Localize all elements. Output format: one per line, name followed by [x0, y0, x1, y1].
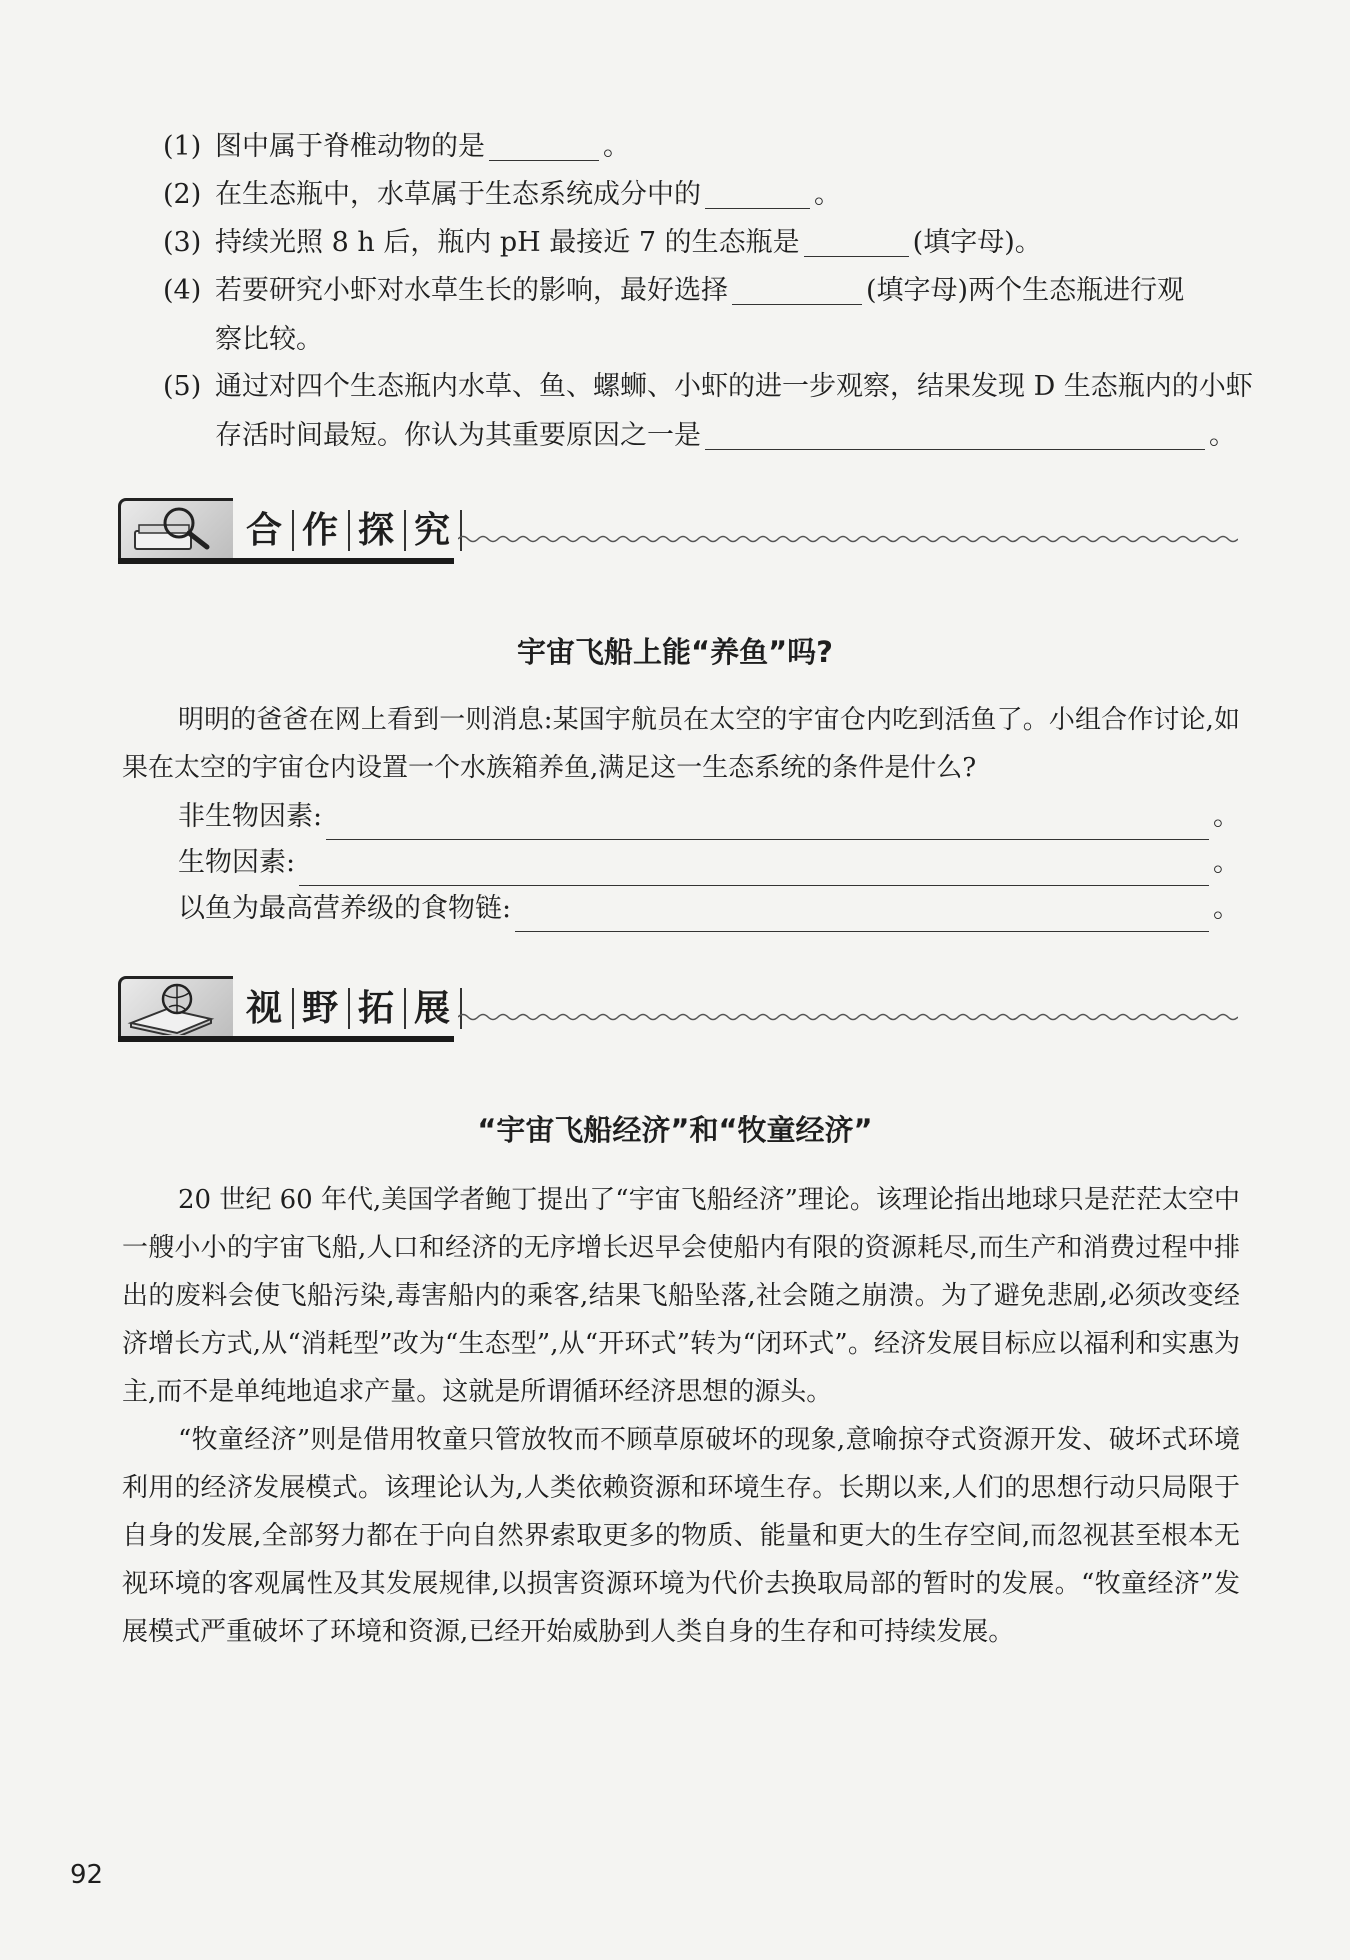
question-end: 。 — [814, 179, 841, 210]
section-title-char: 拓 — [350, 988, 406, 1029]
fill-biotic-factors — [178, 840, 1240, 886]
article-paragraph: 明明的爸爸在网上看到一则消息:某国宇航员在太空的宇宙仓内吃到活鱼了。小组合作讨论,如果在太空的宇宙仓内设置一个水族箱养鱼,满足这一生态系统的条件是什么? — [122, 705, 1240, 783]
fill-food-chain — [178, 886, 1240, 932]
question-text: 持续光照 8 h 后，瓶内 pH 最接近 7 的生态瓶是 — [215, 227, 800, 258]
question-number: (5) — [163, 371, 202, 402]
question-text: 在生态瓶中，水草属于生态系统成分中的 — [215, 179, 701, 210]
question-5 — [163, 362, 1253, 460]
section-underline — [118, 558, 454, 564]
article-title: 宇宙飞船上能“养鱼”吗? — [517, 635, 833, 669]
fill-label: 生物因素: — [178, 847, 296, 878]
article-title: “宇宙飞船经济”和“牧童经济” — [477, 1113, 873, 1147]
section-header-cooperative-inquiry — [118, 498, 1238, 566]
globe-book-icon — [121, 979, 221, 1035]
answer-blank[interactable] — [705, 176, 810, 209]
question-1 — [163, 122, 1243, 171]
section-title — [238, 980, 462, 1031]
article-paragraph: “牧童经济”则是借用牧童只管放牧而不顾草原破坏的现象,意喻掠夺式资源开发、破坏式环境利用的经济发展模式。该理论认为,人类依赖资源和环境生存。长期以来,人们的思想行动只局限于自身的发展,全部努力都在于向自然界索取更多的物质、能量和更大的生存空间,而忽视甚至根本无视环境的客观属性及其发展规律,以损害资源环境为代价去换取局部的暂时的发展。“牧童经济”发展模式严重破坏了环境和资源,已经开始威胁到人类自身的生存和可持续发展。 — [122, 1425, 1240, 1647]
answer-blank[interactable] — [732, 272, 862, 305]
fill-label: 非生物因素: — [178, 801, 323, 832]
answer-line[interactable] — [515, 901, 1209, 932]
answer-blank[interactable] — [489, 128, 599, 161]
answer-blank[interactable] — [705, 417, 1205, 450]
section-title-char: 展 — [406, 988, 462, 1029]
question-number: (1) — [163, 131, 202, 162]
question-continuation — [163, 411, 1243, 460]
article-body — [122, 1176, 1240, 1656]
wavy-divider — [458, 532, 1238, 546]
section-title-char: 探 — [350, 510, 406, 551]
question-end: (填字母)两个生态瓶进行观 — [866, 275, 1185, 306]
section-underline — [118, 1036, 454, 1042]
question-number: (3) — [163, 227, 202, 258]
wavy-divider — [458, 1010, 1238, 1024]
article-body — [122, 696, 1240, 792]
question-continuation-text: 存活时间最短。你认为其重要原因之一是 — [215, 420, 701, 451]
question-end: 。 — [603, 131, 630, 162]
magnifier-book-icon — [121, 501, 221, 557]
fill-end: 。 — [1213, 801, 1240, 832]
section-title-char: 视 — [238, 988, 294, 1029]
question-3 — [163, 218, 1243, 267]
section-title — [238, 502, 462, 553]
question-end: 。 — [1209, 420, 1236, 451]
question-end: (填字母)。 — [912, 227, 1042, 258]
page-number: 92 — [70, 1860, 104, 1890]
question-continuation: 察比较。 — [215, 324, 323, 355]
question-text: 图中属于脊椎动物的是 — [215, 131, 485, 162]
fill-end: 。 — [1213, 847, 1240, 878]
answer-line[interactable] — [299, 855, 1209, 886]
section-header-horizon-expansion — [118, 976, 1238, 1044]
question-text: 通过对四个生态瓶内水草、鱼、螺蛳、小虾的进一步观察，结果发现 D 生态瓶内的小虾 — [215, 371, 1253, 402]
question-2 — [163, 170, 1243, 219]
section-tab — [118, 976, 233, 1040]
section-title-char: 野 — [294, 988, 350, 1029]
question-4 — [163, 266, 1243, 364]
section-tab — [118, 498, 233, 562]
section-title-char: 合 — [238, 510, 294, 551]
question-number: (2) — [163, 179, 202, 210]
section-title-char: 作 — [294, 510, 350, 551]
article-paragraph: 20 世纪 60 年代,美国学者鲍丁提出了“宇宙飞船经济”理论。该理论指出地球只是茫茫太空中一艘小小的宇宙飞船,人口和经济的无序增长迟早会使船内有限的资源耗尽,而生产和消费过程中排出的废料会使飞船污染,毒害船内的乘客,结果飞船坠落,社会随之崩溃。为了避免悲剧,必须改变经济增长方式,从“消耗型”改为“生态型”,从“开环式”转为“闭环式”。经济发展目标应以福利和实惠为主,而不是单纯地追求产量。这就是所谓循环经济思想的源头。 — [122, 1185, 1240, 1407]
section-title-char: 究 — [406, 510, 462, 551]
question-text: 若要研究小虾对水草生长的影响，最好选择 — [215, 275, 728, 306]
answer-blank[interactable] — [804, 224, 909, 257]
answer-line[interactable] — [326, 809, 1209, 840]
fill-end: 。 — [1213, 893, 1240, 924]
fill-label: 以鱼为最高营养级的食物链: — [178, 893, 512, 924]
fill-abiotic-factors — [178, 794, 1240, 840]
question-number: (4) — [163, 275, 202, 306]
